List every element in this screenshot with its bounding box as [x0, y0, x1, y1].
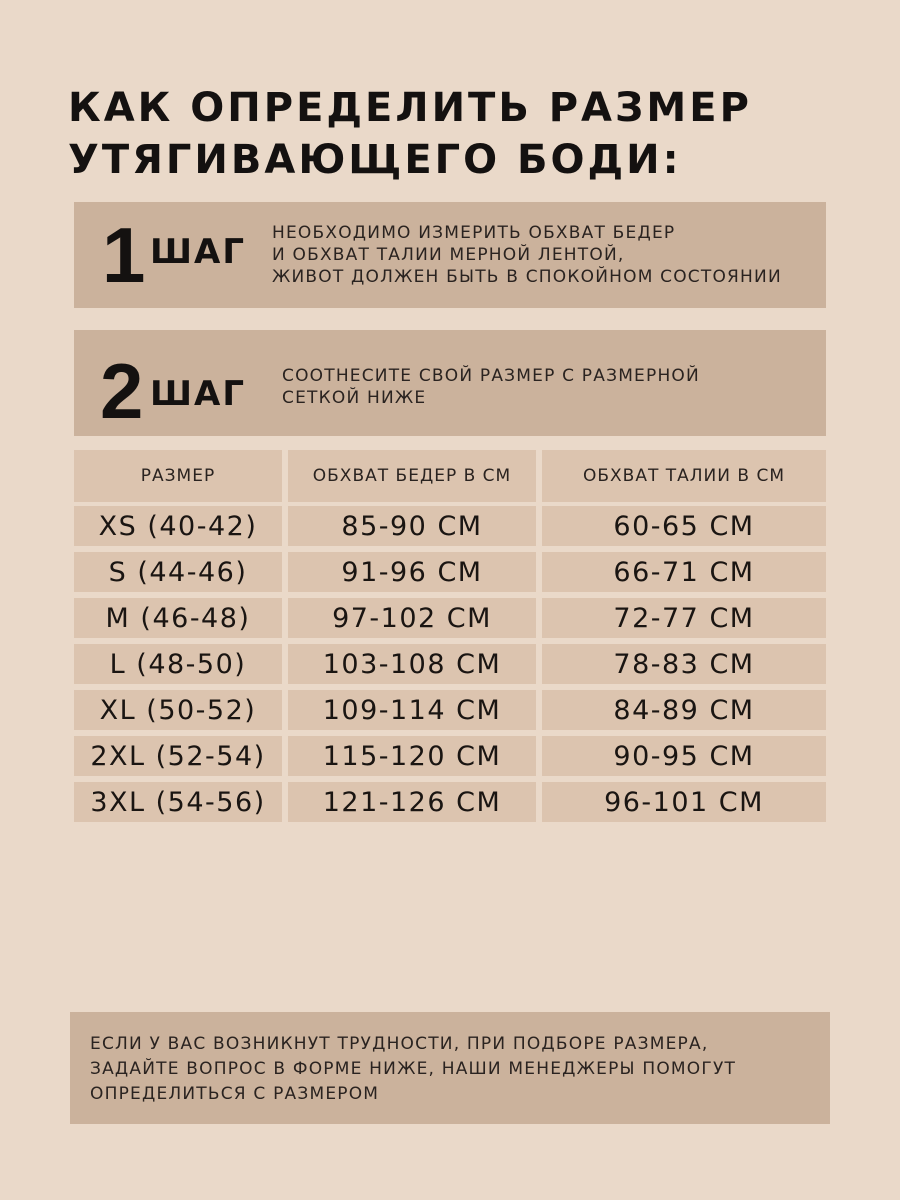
waist-cell: 60-65 СМ — [542, 506, 826, 546]
size-cell: 3XL (54-56) — [74, 782, 282, 822]
step-2-instruction-line: СООТНЕСИТЕ СВОЙ РАЗМЕР С РАЗМЕРНОЙ — [282, 366, 700, 386]
page-title-line-1: КАК ОПРЕДЕЛИТЬ РАЗМЕР — [68, 85, 752, 131]
page-title-line-2: УТЯГИВАЮЩЕГО БОДИ: — [68, 137, 682, 183]
help-note-line: ЕСЛИ У ВАС ВОЗНИКНУТ ТРУДНОСТИ, ПРИ ПОДБОРЕ РАЗМЕРА, — [90, 1034, 709, 1054]
step-1-instructions — [272, 222, 782, 288]
hip-cell: 121-126 СМ — [288, 782, 536, 822]
waist-cell: 90-95 СМ — [542, 736, 826, 776]
step-1-label: ШАГ — [150, 232, 246, 272]
header-size: РАЗМЕР — [74, 450, 282, 502]
step-1-panel — [74, 202, 826, 308]
waist-cell: 72-77 СМ — [542, 598, 826, 638]
help-note-line: ОПРЕДЕЛИТЬСЯ С РАЗМЕРОМ — [90, 1084, 380, 1104]
size-cell: 2XL (52-54) — [74, 736, 282, 776]
size-cell: XS (40-42) — [74, 506, 282, 546]
size-cell: XL (50-52) — [74, 690, 282, 730]
step-2-number: 2 — [100, 347, 144, 435]
size-cell: S (44-46) — [74, 552, 282, 592]
hip-cell: 97-102 СМ — [288, 598, 536, 638]
step-1-instruction-line: ЖИВОТ ДОЛЖЕН БЫТЬ В СПОКОЙНОМ СОСТОЯНИИ — [272, 267, 782, 287]
step-2-label: ШАГ — [150, 374, 246, 414]
waist-cell: 96-101 СМ — [542, 782, 826, 822]
waist-cell: 66-71 СМ — [542, 552, 826, 592]
hip-cell: 103-108 СМ — [288, 644, 536, 684]
header-waist-girth: ОБХВАТ ТАЛИИ В СМ — [542, 450, 826, 502]
step-1-instruction-line: НЕОБХОДИМО ИЗМЕРИТЬ ОБХВАТ БЕДЕР — [272, 223, 676, 243]
size-cell: M (46-48) — [74, 598, 282, 638]
hip-cell: 115-120 СМ — [288, 736, 536, 776]
step-2-instructions — [282, 365, 700, 409]
help-note-line: ЗАДАЙТЕ ВОПРОС В ФОРМЕ НИЖЕ, НАШИ МЕНЕДЖЕРЫ ПОМОГУТ — [90, 1059, 737, 1079]
waist-cell: 84-89 СМ — [542, 690, 826, 730]
hip-cell: 109-114 СМ — [288, 690, 536, 730]
page-title — [68, 82, 752, 186]
step-2-instruction-line: СЕТКОЙ НИЖЕ — [282, 388, 427, 408]
waist-cell: 78-83 СМ — [542, 644, 826, 684]
step-2-panel — [74, 330, 826, 436]
hip-cell: 85-90 СМ — [288, 506, 536, 546]
hip-cell: 91-96 СМ — [288, 552, 536, 592]
size-cell: L (48-50) — [74, 644, 282, 684]
help-note-panel — [70, 1012, 830, 1124]
help-note-text — [90, 1032, 736, 1107]
header-hip-girth: ОБХВАТ БЕДЕР В СМ — [288, 450, 536, 502]
step-1-number: 1 — [102, 211, 146, 299]
step-1-instruction-line: И ОБХВАТ ТАЛИИ МЕРНОЙ ЛЕНТОЙ, — [272, 245, 625, 265]
